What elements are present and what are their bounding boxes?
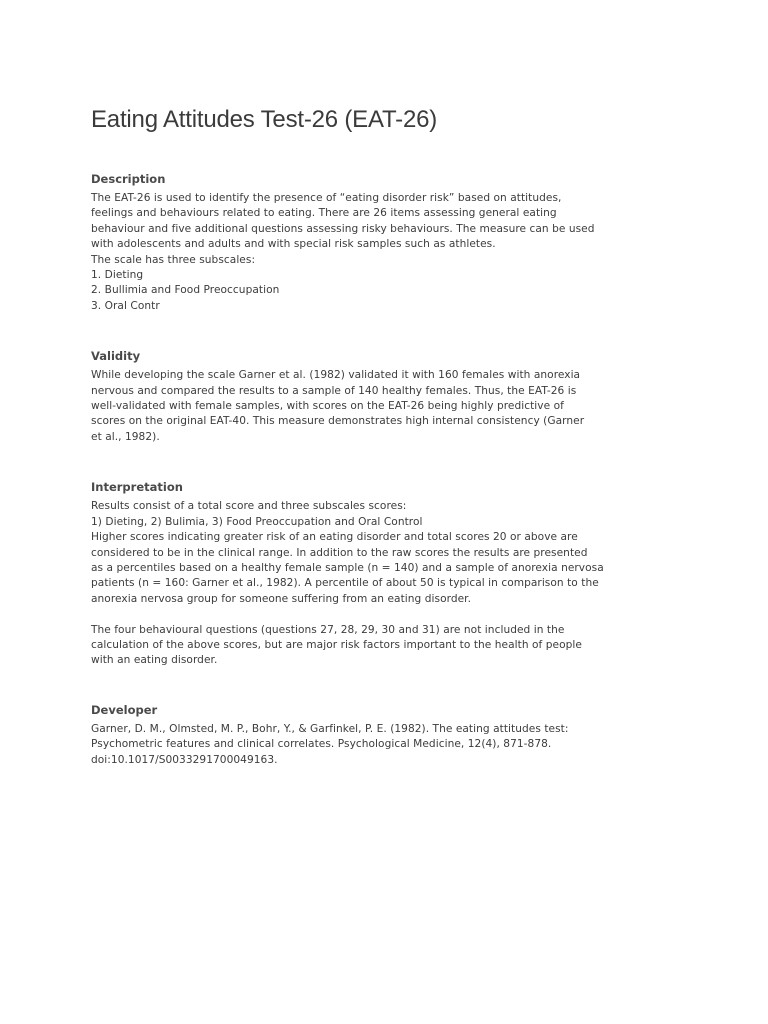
- description-heading: Description: [91, 172, 166, 186]
- developer-reference-line: doi:10.1017/S0033291700049163.: [91, 753, 278, 766]
- interpretation-line: The four behavioural questions (questions 27, 28, 29, 30 and 31) are not included in the: [91, 623, 565, 636]
- developer-section: [91, 702, 681, 768]
- interpretation-line: Higher scores indicating greater risk of an eating disorder and total scores 20 or above are: [91, 531, 578, 544]
- paragraph-gap: [91, 607, 681, 622]
- interpretation-line: patients (n = 160: Garner et al., 1982). A percentile of about 50 is typical in comparison to the: [91, 577, 599, 590]
- validity-line: well-validated with female samples, with scores on the EAT-26 being highly predictive of: [91, 400, 564, 413]
- description-line: The EAT-26 is used to identify the presence of “eating disorder risk” based on attitudes,: [91, 192, 562, 204]
- interpretation-line: considered to be in the clinical range. In addition to the raw scores the results are presented: [91, 546, 588, 559]
- interpretation-line: as a percentiles based on a healthy female sample (n = 140) and a sample of anorexia nervosa: [91, 561, 604, 574]
- interpretation-line: with an eating disorder.: [91, 654, 218, 667]
- subscale-list-item: 3. Oral Contr: [91, 299, 160, 312]
- validity-heading: Validity: [91, 349, 141, 364]
- validity-line: While developing the scale Garner et al. (1982) validated it with 160 females with anorexia: [91, 369, 581, 382]
- validity-line: nervous and compared the results to a sample of 140 healthy females. Thus, the EAT-26 is: [91, 384, 577, 397]
- description-line: The scale has three subscales:: [91, 253, 256, 266]
- subscale-list-item: 1. Dieting: [91, 269, 144, 282]
- developer-reference-line: Psychometric features and clinical correlates. Psychological Medicine, 12(4), 871-878.: [91, 738, 552, 751]
- interpretation-line: Results consist of a total score and three subscales scores:: [91, 500, 407, 513]
- description-line: feelings and behaviours related to eating. There are 26 items assessing general eating: [91, 207, 557, 220]
- description-line: with adolescents and adults and with special risk samples such as athletes.: [91, 238, 496, 251]
- validity-line: et al., 1982).: [91, 430, 160, 443]
- subscale-list-item: 2. Bullimia and Food Preoccupation: [91, 284, 280, 297]
- description-line: behaviour and five additional questions assessing risky behaviours. The measure can be used: [91, 222, 595, 235]
- developer-reference-line: Garner, D. M., Olmsted, M. P., Bohr, Y., & Garfinkel, P. E. (1982). The eating attitudes test:: [91, 722, 569, 735]
- validity-section: [91, 348, 681, 445]
- document-page: [91, 104, 681, 768]
- developer-heading: Developer: [91, 702, 158, 717]
- interpretation-line: anorexia nervosa group for someone suffering from an eating disorder.: [91, 592, 472, 605]
- interpretation-heading: Interpretation: [91, 480, 183, 495]
- interpretation-line: calculation of the above scores, but are major risk factors important to the health of people: [91, 638, 582, 651]
- validity-line: scores on the original EAT-40. This measure demonstrates high internal consistency (Garner: [91, 415, 585, 428]
- interpretation-line: 1) Dieting, 2) Bulimia, 3) Food Preoccupation and Oral Control: [91, 515, 423, 528]
- interpretation-section: [91, 479, 681, 668]
- description-section: [91, 171, 681, 314]
- document-title: Eating Attitudes Test-26 (EAT-26): [91, 106, 438, 133]
